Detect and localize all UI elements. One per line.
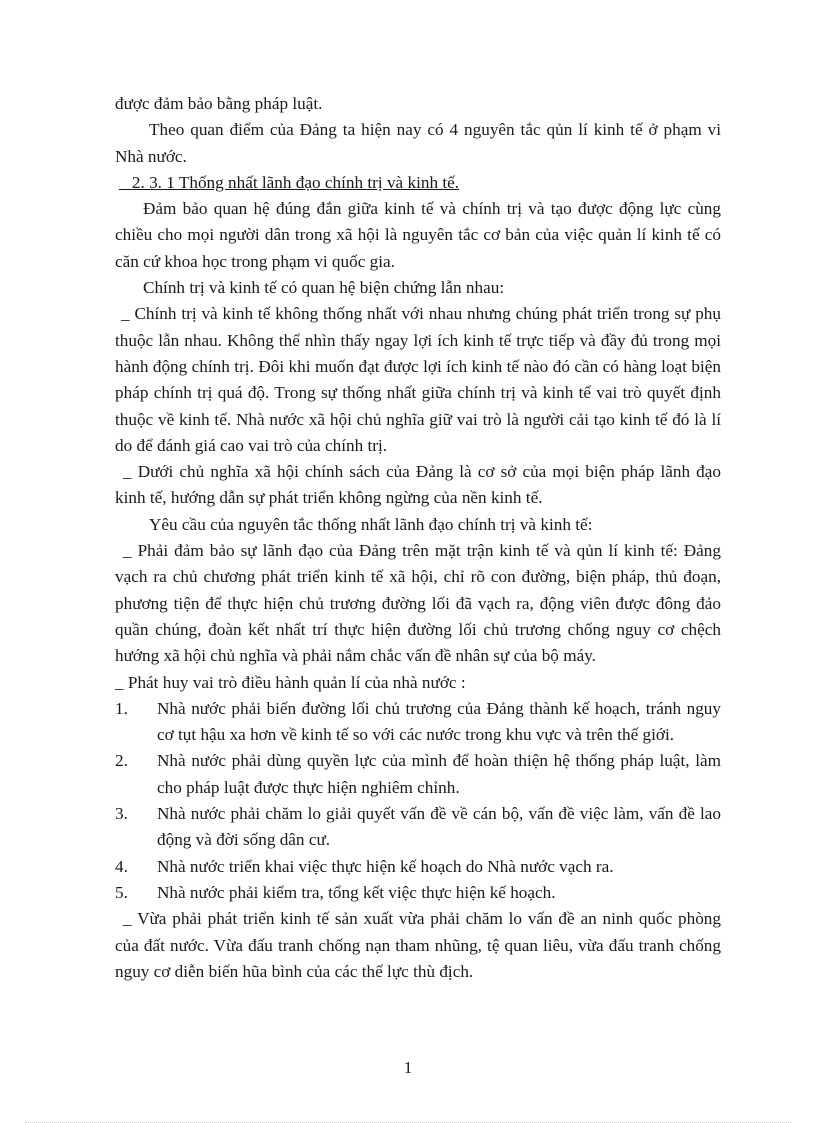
list-item bbox=[115, 748, 721, 801]
paragraph-socialism: _ Dưới chủ nghĩa xã hội chính sách của Đảng là cơ sở của mọi biện pháp lãnh đạo kinh tế, hướng dẫn sự phát triển không ngừng của nền kinh tế. bbox=[115, 462, 721, 508]
section-heading bbox=[115, 170, 721, 196]
paragraph-relation: Đảm bảo quan hệ đúng đắn giữa kinh tế và chính trị và tạo được động lực cùng chiều cho mọi người dân trong xã hội là nguyên tắc cơ bản của việc quản lí kinh tế có căn cứ khoa học trong phạm vi quốc gia. bbox=[115, 199, 721, 271]
list-number: 1. bbox=[115, 698, 128, 718]
section-heading-text: _ 2. 3. 1 Thống nhất lãnh đạo chính trị và kinh tế. bbox=[119, 172, 460, 192]
list-text: Nhà nước phải biến đường lối chủ trương của Đảng thành kế hoạch, tránh nguy cơ tụt hậu xa hơn về kinh tế so với các nước trong khu vực và trên thế giới. bbox=[157, 698, 721, 745]
list-number: 3. bbox=[115, 804, 128, 824]
list-text: Nhà nước phải kiểm tra, tổng kết việc thực hiện kế hoạch. bbox=[157, 882, 556, 902]
list-number: 4. bbox=[115, 856, 128, 876]
list-text: Nhà nước phải chăm lo giải quyết vấn đề về cán bộ, vấn đề việc làm, vấn đề lao động và đời sống dân cư. bbox=[157, 804, 721, 850]
paragraph-requirements: Yêu cầu của nguyên tắc thống nhất lãnh đạo chính trị và kinh tế: bbox=[149, 514, 593, 534]
list-item bbox=[115, 696, 721, 749]
paragraph-principles: Theo quan điểm của Đảng ta hiện nay có 4 nguyên tắc qủn lí kinh tế ở phạm vi Nhà nước. bbox=[115, 120, 721, 166]
page-number: 1 bbox=[403, 1058, 413, 1077]
list-item bbox=[115, 854, 721, 880]
list-item bbox=[115, 801, 721, 854]
paragraph-intro: được đảm bảo bằng pháp luật. bbox=[115, 94, 323, 113]
list-text: Nhà nước phải dùng quyền lực của mình để hoàn thiện hệ thống pháp luật, làm cho pháp luật được thực hiện nghiêm chỉnh. bbox=[157, 751, 721, 797]
list-item bbox=[115, 880, 721, 906]
paragraph-state-role: _ Phát huy vai trò điều hành quản lí của nhà nước : bbox=[115, 672, 466, 692]
paragraph-politics-economy: _ Chính trị và kinh tế không thống nhất với nhau nhưng chúng phát triển trong sự phụ thuộc lẫn nhau. Không thể nhìn thấy ngay lợi ích kinh tế trực tiếp và đầy đủ trong mọi hành động chính trị. Đôi khi muốn đạt được lợi ích kinh tế nào đó cần có hàng loạt biện pháp chính trị quá độ. Trong sự thống nhất giữa chính trị và kinh tế vai trò quyết định thuộc về kinh tế. Nhà nước xã hội chủ nghĩa giữ vai trò là người cải tạo kinh tế đó là lí do để đánh giá cao vai trò của chính trị. bbox=[115, 304, 721, 455]
list-number: 2. bbox=[115, 751, 128, 771]
paragraph-security: _ Vừa phải phát triển kinh tế sản xuất vừa phải chăm lo vấn đề an ninh quốc phòng của đất nước. Vừa đấu tranh chống nạn tham nhũng, tệ quan liêu, vừa đấu tranh chống nguy cơ diễn biến hũa bình của các thế lực thù địch. bbox=[115, 909, 721, 981]
page-body bbox=[115, 91, 721, 985]
list-number: 5. bbox=[115, 882, 128, 902]
list-text: Nhà nước triển khai việc thực hiện kế hoạch do Nhà nước vạch ra. bbox=[157, 856, 614, 876]
paragraph-dialectic: Chính trị và kinh tế có quan hệ biện chứng lẫn nhau: bbox=[143, 278, 505, 298]
paragraph-party-leadership: _ Phải đảm bảo sự lãnh đạo của Đảng trên mặt trận kinh tế và qủn lí kinh tế: Đảng vạch ra chủ chương phát triển kinh tế xã hội, chỉ rõ con đường, biện pháp, thủ đoạn, phương tiện để thực hiện chủ trương đường lối đã vạch ra, động viên được đông đảo quần chúng, đoàn kết nhất trí thực hiện đường lối chủ trương chống nguy cơ chệch hướng xã hội chủ nghĩa và phải nắm chắc vấn đề nhân sự của bộ máy. bbox=[115, 541, 721, 666]
